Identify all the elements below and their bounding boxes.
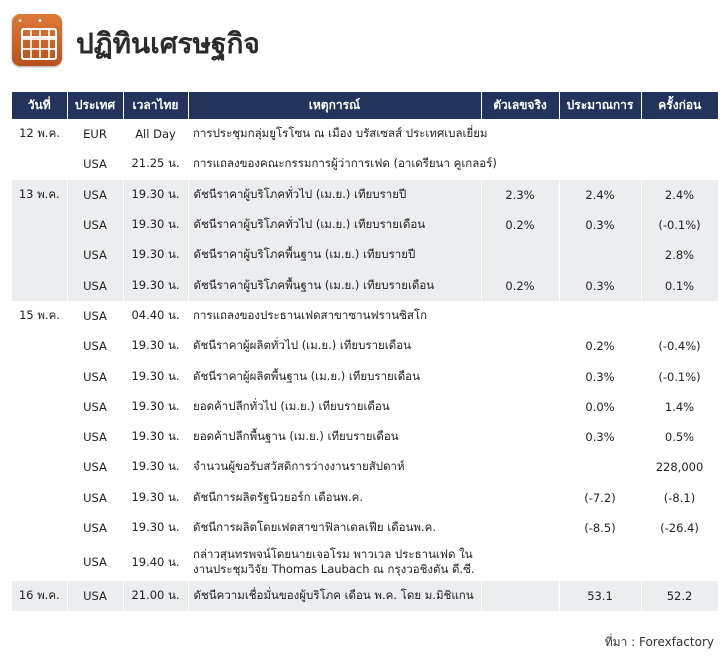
table-row: [12, 240, 718, 270]
cell-event: การแถลงของประธานเฟดสาขาซานฟรานซิสโก: [193, 307, 428, 322]
table-row: [12, 180, 718, 210]
cell-previous: 0.1%: [641, 270, 718, 300]
col-forecast-header: ประมาณการ: [559, 92, 641, 119]
col-actual-header: ตัวเลขจริง: [481, 92, 559, 119]
cell-country: USA: [67, 240, 123, 270]
page-header: [12, 10, 712, 70]
table-row: [12, 543, 718, 581]
cell-forecast: [559, 452, 641, 482]
cell-date: 12 พ.ค.: [19, 126, 60, 141]
cell-previous: (-0.4%): [658, 339, 701, 354]
cell-event: ดัชนีการผลิตรัฐนิวยอร์ก เดือนพ.ค.: [193, 489, 364, 504]
cell-forecast: [559, 301, 641, 331]
cell-forecast: [559, 240, 641, 270]
cell-previous: (-8.1): [663, 490, 696, 505]
cell-previous: [641, 119, 718, 149]
cell-previous: [641, 149, 718, 179]
cell-country: USA: [67, 270, 123, 300]
cell-country: EUR: [83, 127, 107, 142]
cell-forecast: 0.0%: [585, 399, 615, 414]
cell-time: 19.30 น.: [131, 520, 180, 534]
cell-event: ดัชนีความเชื่อมั่นของผู้บริโภค เดือน พ.ค. โดย ม.มิชิแกน: [188, 581, 481, 611]
cell-country: USA: [83, 399, 107, 414]
economic-calendar-table: [12, 92, 719, 611]
cell-country: USA: [83, 157, 107, 172]
cell-forecast: [559, 149, 641, 179]
cell-event: ดัชนีการผลิตโดยเฟดสาขาฟิลาเดลเฟีย เดือนพ.ค.: [193, 520, 437, 534]
cell-time: 04.40 น.: [131, 307, 180, 322]
table-row: [12, 149, 718, 179]
cell-actual: [481, 543, 559, 581]
cell-forecast: 0.3%: [559, 210, 641, 240]
cell-previous: 228,000: [655, 460, 704, 475]
cell-actual: [481, 331, 559, 361]
cell-actual: [481, 452, 559, 482]
cell-forecast: 0.2%: [585, 339, 615, 354]
cell-date: [12, 452, 67, 482]
cell-actual: [481, 513, 559, 543]
table-row: [12, 392, 718, 422]
cell-actual: [481, 581, 559, 611]
cell-date: 16 พ.ค.: [12, 581, 67, 611]
table-row: [12, 210, 718, 240]
cell-time: 19.30 น.: [131, 368, 180, 383]
cell-time: 19.30 น.: [123, 270, 188, 300]
cell-country: USA: [83, 521, 107, 535]
cell-actual: [481, 422, 559, 452]
cell-time: 19.30 น.: [131, 489, 180, 504]
table-row: [12, 301, 718, 331]
cell-actual: [481, 483, 559, 513]
cell-country: USA: [83, 339, 107, 354]
cell-country: USA: [83, 308, 107, 323]
cell-previous: 0.5%: [664, 430, 695, 445]
cell-actual: 2.3%: [481, 180, 559, 210]
cell-event: ดัชนีราคาผู้บริโภคทั่วไป (เม.ย.) เทียบรายเดือน: [188, 210, 481, 240]
cell-forecast: 0.3%: [585, 369, 615, 384]
cell-forecast: 0.3%: [585, 430, 615, 445]
cell-date: [12, 270, 67, 300]
cell-actual: 0.2%: [481, 270, 559, 300]
cell-forecast: [559, 543, 641, 581]
cell-date: [12, 513, 67, 543]
cell-forecast: 0.3%: [559, 270, 641, 300]
col-country-header: ประเทศ: [67, 92, 123, 119]
source-note: ที่มา : Forexfactory: [604, 635, 714, 649]
table-row: [12, 483, 718, 513]
table-row: [12, 513, 718, 543]
cell-actual: [481, 392, 559, 422]
cell-time: 21.25 น.: [131, 156, 180, 171]
table-row: [12, 119, 718, 149]
cell-previous: (-0.1%): [641, 210, 718, 240]
cell-previous: 1.4%: [664, 399, 695, 414]
table-header-row: [12, 92, 718, 119]
cell-event: การแถลงของคณะกรรมการผู้ว่าการเฟด (อาเดรียนา คูเกลอร์): [193, 156, 497, 171]
cell-event: ยอดค้าปลีกทั่วไป (เม.ย.) เทียบรายเดือน: [193, 398, 390, 413]
cell-country: USA: [67, 180, 123, 210]
cell-previous: 2.8%: [641, 240, 718, 270]
cell-forecast: (-8.5): [584, 521, 616, 535]
table-row: [12, 270, 718, 300]
cell-country: USA: [83, 554, 107, 569]
cell-event: ดัชนีราคาผู้ผลิตทั่วไป (เม.ย.) เทียบรายเดือน: [193, 338, 411, 353]
cell-time: 19.30 น.: [131, 398, 180, 413]
cell-previous: 52.2: [641, 581, 718, 611]
cell-time: 19.30 น.: [131, 429, 180, 444]
col-time-header: เวลาไทย: [123, 92, 188, 119]
table-row: [12, 361, 718, 391]
cell-previous: [641, 301, 718, 331]
cell-date: [12, 422, 67, 452]
cell-actual: [481, 240, 559, 270]
cell-event: การประชุมกลุ่มยูโรโซน ณ เมือง บรัสเซลส์ ประเทศเบลเยี่ยม: [193, 126, 488, 141]
cell-actual: [481, 119, 559, 149]
cell-actual: [481, 301, 559, 331]
cell-time: 19.30 น.: [123, 240, 188, 270]
cell-event: ดัชนีราคาผู้บริโภคพื้นฐาน (เม.ย.) เทียบรายเดือน: [188, 270, 481, 300]
table-row: [12, 452, 718, 482]
cell-event: จำนวนผู้ขอรับสวัสดิการว่างงานรายสัปดาห์: [193, 459, 405, 474]
cell-time: 19.40 น.: [131, 554, 180, 569]
col-event-header: เหตุการณ์: [188, 92, 481, 119]
cell-time: 21.00 น.: [123, 581, 188, 611]
cell-date: 15 พ.ค.: [19, 307, 60, 322]
cell-forecast: 53.1: [559, 581, 641, 611]
cell-time: 19.30 น.: [131, 459, 180, 474]
cell-date: [12, 210, 67, 240]
cell-event: ยอดค้าปลีกพื้นฐาน (เม.ย.) เทียบรายเดือน: [193, 429, 399, 444]
cell-previous: 2.4%: [641, 180, 718, 210]
cell-country: USA: [83, 460, 107, 475]
cell-country: USA: [67, 210, 123, 240]
cell-event: กล่าวสุนทรพจน์โดยนายเจอโรม พาวเวล ประธานเฟด ในงานประชุมวิจัย Thomas Laubach ณ กรุงวอชิงตัน ดี.ซี.: [193, 547, 475, 577]
cell-date: [12, 149, 67, 179]
cell-previous: [641, 543, 718, 581]
cell-date: [12, 240, 67, 270]
cell-actual: [481, 361, 559, 391]
cell-event: ดัชนีราคาผู้บริโภคทั่วไป (เม.ย.) เทียบรายปี: [188, 180, 481, 210]
cell-country: USA: [83, 490, 107, 505]
cell-event: ดัชนีราคาผู้บริโภคพื้นฐาน (เม.ย.) เทียบรายปี: [188, 240, 481, 270]
cell-forecast: (-7.2): [584, 490, 616, 505]
cell-time: 19.30 น.: [131, 338, 180, 353]
cell-date: [12, 331, 67, 361]
cell-event: ดัชนีราคาผู้ผลิตพื้นฐาน (เม.ย.) เทียบรายเดือน: [193, 368, 420, 383]
cell-country: USA: [83, 430, 107, 445]
cell-date: [12, 543, 67, 581]
cell-previous: (-26.4): [660, 521, 699, 535]
cell-actual: 0.2%: [481, 210, 559, 240]
table-row: [12, 422, 718, 452]
cell-time: All Day: [135, 127, 176, 142]
table-row: [12, 331, 718, 361]
cell-date: [12, 483, 67, 513]
col-previous-header: ครั้งก่อน: [641, 92, 718, 119]
cell-previous: (-0.1%): [658, 369, 701, 384]
cell-date: [12, 361, 67, 391]
cell-forecast: 2.4%: [559, 180, 641, 210]
cell-time: 19.30 น.: [123, 180, 188, 210]
page-title: ปฏิทินเศรษฐกิจ: [76, 27, 260, 60]
cell-time: 19.30 น.: [123, 210, 188, 240]
cell-country: USA: [83, 369, 107, 384]
cell-date: 13 พ.ค.: [12, 180, 67, 210]
cell-country: USA: [67, 581, 123, 611]
cell-date: [12, 392, 67, 422]
calendar-icon: ••: [12, 14, 62, 66]
table-row: [12, 581, 718, 611]
col-date-header: วันที่: [12, 92, 67, 119]
cell-forecast: [559, 119, 641, 149]
